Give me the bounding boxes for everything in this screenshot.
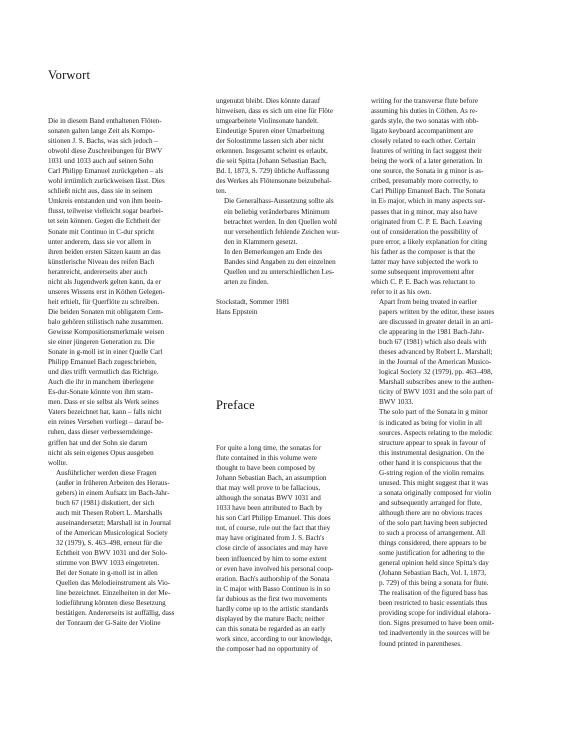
- text-line: a sonata originally composed for violin: [379, 488, 492, 497]
- preface-paragraph-5: [371, 588, 529, 648]
- text-line: his father as the composer is that the: [371, 247, 476, 256]
- text-line: BWV 1033.: [379, 398, 414, 407]
- text-line: is indicated as being for violin in all: [379, 418, 482, 427]
- text-line: 1031 und 1033 auch auf seinen Sohn: [48, 157, 154, 166]
- text-line: displayed by the mature Bach; neither: [216, 614, 325, 623]
- text-line: which C. P. E. Bach was reluctant to: [371, 277, 475, 286]
- text-line: G-string region of the violin remains: [379, 468, 484, 477]
- text-line: Ausführlicher werden diese Fragen: [56, 468, 157, 477]
- text-line: Die in diesem Band enthaltenen Flöten-: [48, 117, 162, 125]
- vorwort-paragraph-2: [48, 468, 206, 568]
- text-line: and subsequently arranged for flute,: [379, 498, 482, 507]
- text-line: closely related to each other. Certain: [371, 137, 476, 146]
- text-line: Bd. I, 1873, S. 729) übliche Auffassung: [216, 167, 330, 176]
- text-line: und dies trifft vermutlich das Richtige.: [48, 368, 159, 377]
- text-line: pure error, a likely explanation for citing: [371, 237, 488, 246]
- text-line: general opinion held since Spitta's day: [379, 559, 489, 568]
- text-line: For quite a long time, the sonatas for: [216, 444, 322, 452]
- vorwort-column-1: [48, 116, 206, 628]
- text-line: Philipp Emanuel Bach zugeschrieben,: [48, 358, 157, 367]
- text-line: tet sein können. Gegen die Echtheit der: [48, 217, 161, 226]
- text-line: die seit Spitta (Johann Sebastian Bach,: [216, 157, 327, 166]
- text-line: the composer had no opportunity of: [216, 644, 319, 653]
- text-line: den in Klammern gesetzt.: [224, 237, 298, 246]
- vorwort-paragraph-5: [216, 196, 374, 246]
- preface-column-2: [371, 96, 529, 649]
- vorwort-paragraph-1: [48, 116, 206, 468]
- text-line: 32 (1979), S. 463–498, erneut für die: [56, 538, 163, 547]
- text-line: men. Dass er sie selbst als Werk seines: [48, 398, 159, 407]
- text-line: ticity of BWV 1031 and the solo part of: [379, 388, 493, 397]
- text-line: nicht als Jugendwerk gelten kann, da er: [48, 277, 161, 286]
- text-line: arten zu finden.: [224, 277, 269, 286]
- text-line: things considered, there appears to be: [379, 539, 487, 548]
- text-line: Die beiden Sonaten mit obligatem Cem-: [48, 307, 164, 316]
- text-line: obwohl diese Zuschreibungen für BWV: [48, 147, 163, 156]
- text-line: originated from C. P. E. Bach. Leaving: [371, 217, 483, 226]
- text-line: bestätigen. Andererseits ist auffällig, dass: [56, 609, 175, 618]
- text-line: tion. Signs presumed to have been omit-: [379, 619, 495, 628]
- text-line: Vaters bezeichnet hat, kann – falls nicht: [48, 408, 162, 417]
- text-line: auseinandersetzt; Marshall ist in Journal: [56, 518, 172, 527]
- text-line: providing scope for individual elabora-: [379, 609, 491, 618]
- text-line: unseres Wissens erst in Köthen Gelegen-: [48, 287, 165, 296]
- text-line: balo gehören stilistisch nahe zusammen.: [48, 317, 164, 326]
- text-line: In den Bemerkungen am Ende des: [224, 247, 323, 256]
- text-line: stimme von BWV 1033 eingetreten.: [56, 559, 160, 568]
- text-line: ein reines Versehen vorliegt – darauf be-: [48, 418, 164, 427]
- text-line: or even have involved his personal coop-: [216, 564, 334, 573]
- preface-paragraph-1: [216, 443, 374, 654]
- text-line: assuming his duties in Cöthen. As re-: [371, 107, 478, 116]
- preface-heading: Preface: [216, 398, 255, 412]
- text-line: wollte.: [48, 458, 68, 467]
- text-line: Hans Eppstein: [216, 307, 258, 316]
- vorwort-heading: Vorwort: [48, 68, 91, 82]
- text-line: to such a process of arrangement. All: [379, 529, 486, 538]
- text-line: sources. Aspects relating to the melodic: [379, 428, 493, 437]
- text-line: ligato keyboard accompaniment are: [371, 127, 474, 136]
- preface-paragraph-3: [371, 297, 529, 408]
- text-line: although the sonatas BWV 1031 and: [216, 494, 321, 503]
- text-line: although there are no obvious traces: [379, 508, 483, 517]
- text-line: Eindeutige Spuren einer Umarbeitung: [216, 127, 325, 136]
- preface-paragraph-2: [371, 96, 529, 297]
- text-line: in C major with Basso Continuo is in so: [216, 584, 331, 593]
- text-line: close circle of associates and may have: [216, 544, 328, 553]
- text-line: being the work of a later generation. In: [371, 157, 483, 166]
- text-line: The realisation of the figured bass has: [379, 589, 488, 598]
- text-line: of the solo part having been subjected: [379, 518, 488, 527]
- text-line: not, of course, rule out the fact that they: [216, 524, 331, 533]
- text-line: flusst, teilweise vielleicht sogar bearbei-: [48, 207, 164, 216]
- text-line: this instrumental designation. On the: [379, 448, 485, 457]
- text-line: Johann Sebastian Bach, an assumption: [216, 474, 327, 483]
- text-line: betrachtet werden. In den Quellen wohl: [224, 217, 338, 226]
- text-line: Carl Philipp Emanuel Bach. The Sonata: [371, 187, 486, 196]
- text-line: buch 67 (1981) diskutiert, der sich: [56, 498, 155, 507]
- text-line: unused. This might suggest that it was: [379, 478, 489, 487]
- text-line: eration. Bach's authorship of the Sonata: [216, 574, 330, 583]
- text-line: Echtheit von BWV 1031 und der Solo-: [56, 549, 168, 558]
- vorwort-paragraph-3: [48, 568, 206, 628]
- text-line: found printed in parentheses.: [379, 639, 462, 648]
- text-line: line bezeichnet. Einzelheiten in der Me-: [56, 589, 171, 598]
- text-line: Apart from being treated in earlier: [379, 297, 478, 306]
- text-line: logical Society 32 (1979), pp. 463–498,: [379, 368, 493, 377]
- text-line: ruhen, dass dieser verbesserndeinge-: [48, 428, 153, 437]
- text-line: hardly come up to the artistic standards: [216, 604, 329, 613]
- text-line: Quellen das Melodieinstrument als Vio-: [56, 579, 171, 588]
- text-line: schließt nicht aus, dass sie in seinem: [48, 187, 153, 196]
- preface-paragraph-4: [371, 407, 529, 588]
- text-line: Umkreis entstanden und von ihm beein-: [48, 197, 163, 206]
- text-line: are discussed in greater detail in an arti-: [379, 318, 494, 327]
- text-line: his son Carl Philipp Emanuel. This does: [216, 514, 331, 523]
- text-line: ten.: [216, 187, 227, 196]
- text-line: erkennen. Insgesamt scheint es erlaubt,: [216, 147, 328, 156]
- vorwort-signature: [216, 297, 374, 317]
- text-line: (außer in früheren Arbeiten des Heraus-: [56, 478, 170, 487]
- text-line: nicht als sein eigenes Opus ausgeben: [48, 448, 154, 457]
- text-line: sonaten galten lange Zeit als Kompo-: [48, 127, 155, 136]
- text-line: flute contained in this volume were: [216, 454, 317, 463]
- text-line: (Johann Sebastian Bach, Vol. I, 1873,: [379, 569, 487, 578]
- text-line: Es-dur-Sonate könnte von ihm stam-: [48, 388, 153, 397]
- text-line: been influenced by him to some extent: [216, 554, 327, 563]
- text-line: passes that in g minor, may also have: [371, 207, 478, 216]
- text-line: auch mit Thesen Robert L. Marshalls: [56, 508, 163, 517]
- text-line: Sonate in g-moll ist in einer Quelle Carl: [48, 348, 163, 357]
- vorwort-paragraph-6: [216, 247, 374, 287]
- text-line: heit erhielt, für Querflöte zu schreiben.: [48, 297, 160, 306]
- text-line: ungenutzt bleibt. Dies könnte darauf: [216, 97, 321, 105]
- text-line: des Werkes als Flötensonate beizubehal-: [216, 177, 332, 186]
- text-line: Marshall subscribes anew to the authen-: [379, 378, 494, 387]
- text-line: some justification for adhering to the: [379, 549, 485, 558]
- text-line: nur versehentlich fehlende Zeichen wur-: [224, 227, 340, 236]
- text-line: Sonate mit Continuo in C-dur spricht: [48, 227, 155, 236]
- text-line: The solo part of the Sonata in g minor: [379, 408, 488, 417]
- text-line: one source, the Sonata in g minor is as-: [371, 167, 484, 176]
- text-line: thought to have been composed by: [216, 464, 316, 473]
- text-line: gards style, the two sonatas with obb-: [371, 117, 479, 126]
- text-line: der Solostimme lassen sich aber nicht: [216, 137, 324, 146]
- text-line: features of writing in fact suggest their: [371, 147, 482, 156]
- text-line: buch 67 (1981) which also deals with: [379, 338, 487, 347]
- text-line: wohl irrtümlich zurückweisen lässt. Dies: [48, 177, 165, 186]
- text-line: Quellen und zu unterschiedlichen Les-: [224, 267, 335, 276]
- text-line: griffen hat und der Sohn sie darum: [48, 438, 148, 447]
- text-line: work since, according to our knowledge,: [216, 634, 333, 643]
- text-line: been restricted to basic essentials thus: [379, 599, 488, 608]
- text-line: Bei der Sonate in g-moll ist in allen: [56, 569, 158, 578]
- text-line: may have originated from J. S. Bach's: [216, 534, 325, 543]
- text-line: hinweisen, dass es sich um eine für Flöte: [216, 107, 334, 116]
- text-line: far dubious as the first two movements: [216, 594, 328, 603]
- text-line: ein beliebig veränderbares Minimum: [224, 207, 330, 216]
- text-line: unter anderem, dass sie vor allem in: [48, 237, 151, 246]
- text-line: papers written by the editor, these issues: [379, 307, 495, 316]
- text-line: der Tonraum der G-Saite der Violine: [56, 619, 161, 628]
- text-line: of the American Musicological Society: [56, 528, 168, 537]
- text-line: that may well prove to be fallacious,: [216, 484, 321, 493]
- text-line: Auch die ihr in manchem überlegene: [48, 378, 154, 387]
- text-line: latter may have subjected the work to: [371, 257, 479, 266]
- text-line: out of consideration the possibility of: [371, 227, 478, 236]
- vorwort-column-2: [216, 96, 374, 317]
- text-line: ted inadvertently in the sources will be: [379, 629, 490, 638]
- text-line: Bandes sind Angaben zu den einzelnen: [224, 257, 336, 266]
- text-line: writing for the transverse flute before: [371, 97, 478, 105]
- text-line: theses advanced by Robert L. Marshall;: [379, 348, 493, 357]
- text-line: Gewisse Kompositionsmerkmale weisen: [48, 327, 165, 336]
- text-line: refer to it as his own.: [371, 287, 432, 296]
- text-line: heranreicht, andererseits aber auch: [48, 267, 148, 276]
- text-line: some subsequent improvement after: [371, 267, 475, 276]
- text-line: Die Generalbass-Aussetzung sollte als: [224, 197, 334, 206]
- text-line: p. 729) of this being a sonata for flute.: [379, 579, 489, 588]
- text-line: other hand it is conspicuous that the: [379, 458, 482, 467]
- text-line: lodieführung könnten diese Besetzung: [56, 599, 166, 608]
- text-line: in E♭ major, which in many aspects sur-: [371, 197, 486, 206]
- text-line: Carl Philipp Emanuel zurückgehen – als: [48, 167, 164, 176]
- text-line: Stockstadt, Sommer 1981: [216, 297, 290, 306]
- text-line: künstlerische Niveau des reifen Bach: [48, 257, 155, 266]
- text-line: structure appear to speak in favour of: [379, 438, 486, 447]
- text-line: cle appearing in the 1981 Bach-Jahr-: [379, 328, 485, 337]
- text-line: sitionen J. S. Bachs, was sich jedoch –: [48, 137, 158, 146]
- text-line: in the Journal of the American Musico-: [379, 358, 492, 367]
- vorwort-paragraph-4: [216, 96, 374, 196]
- text-line: gebers) in einem Aufsatz im Bach-Jahr-: [56, 488, 170, 497]
- text-line: sie einer jüngeren Generation zu. Die: [48, 338, 155, 347]
- text-line: umgearbeitete Violinsonate handelt.: [216, 117, 319, 126]
- text-line: can this sonata be regarded as an early: [216, 624, 326, 633]
- text-line: 1033 have been attributed to Bach by: [216, 504, 323, 513]
- preface-column-1: [216, 443, 374, 654]
- text-line: ihren beiden ersten Sätzen kaum an das: [48, 247, 161, 256]
- text-line: cribed, presumably more correctly, to: [371, 177, 479, 186]
